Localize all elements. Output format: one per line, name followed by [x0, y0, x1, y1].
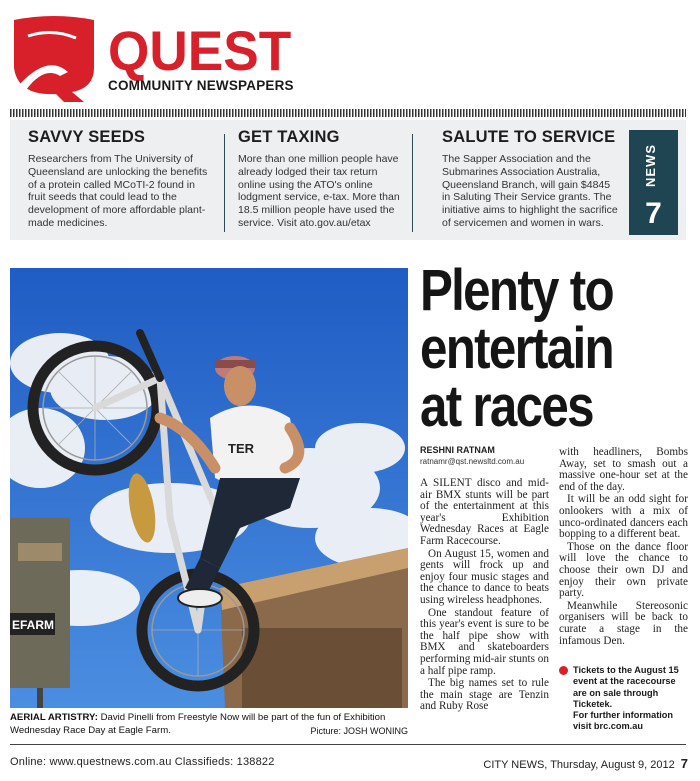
footer-dateline: CITY NEWS, Thursday, August 9, 2012 [483, 759, 675, 771]
brand-subtitle: COMMUNITY NEWSPAPERS [108, 78, 294, 93]
headline-line: at races [420, 374, 593, 439]
brief-title: SALUTE TO SERVICE [442, 128, 616, 146]
divider [224, 134, 225, 232]
more-info-text: For further information visit brc.com.au [573, 710, 674, 732]
paragraph: Meanwhile Stereosonic organisers will be back to curate a stage in the infamous Den. [559, 599, 688, 647]
headline-line: entertain [420, 316, 613, 381]
footer-page-number: 7 [680, 756, 688, 771]
footer-left: Online: www.questnews.com.au Classifieds: 138822 [10, 756, 275, 768]
footer-right [483, 756, 688, 771]
headline-line: Plenty to [420, 258, 613, 323]
byline: RESHNI RATNAM [420, 445, 495, 455]
photo-sign-text: EFARM [12, 618, 54, 632]
section-tab [629, 130, 678, 235]
story-column-2 [559, 447, 688, 648]
footer-rule [10, 744, 686, 745]
brand-name: QUEST [108, 19, 292, 82]
ruler-stripe [10, 109, 686, 117]
caption-text: David Pinelli from Freestyle Now will be part of the fun of Exhibition Wednesday Race Day at Eagle Farm. [10, 712, 386, 736]
ticket-info-text: Tickets to the August 15 event at the racecourse are on sale through Ticketek. [573, 665, 679, 709]
masthead [8, 10, 308, 102]
photo-caption [10, 712, 410, 737]
brief-savvy-seeds [28, 128, 214, 236]
bmx-photo [10, 268, 408, 708]
caption-lead: AERIAL ARTISTRY: [10, 712, 98, 723]
bmx-rider-illustration [10, 268, 408, 708]
brief-salute-to-service [442, 128, 618, 236]
paragraph: The big names set to rule the main stage are Tenzin and Ruby Rose [420, 677, 549, 713]
brief-title: GET TAXING [238, 128, 340, 146]
photo-credit: Picture: JOSH WONING [310, 725, 408, 736]
headline [420, 258, 650, 439]
brief-get-taxing [238, 128, 406, 236]
photo-shirt-text: TER [228, 441, 254, 456]
section-label: NEWS [643, 144, 658, 187]
news-briefs [10, 120, 686, 240]
paragraph: One standout feature of this year's event is sure to be the half pipe show with BMX and skateboarders performing mid-air stunts on a half pipe ramp. [420, 606, 549, 677]
brief-text: More than one million people have already lodged their tax return online using the ATO's online lodgment service, e-tax. More than 18.5 million people have used the service. Visit ato.gov.au/etax [238, 153, 400, 229]
paragraph: with headliners, Bombs Away, set to smash out a massive one-hour set at the end of the day. [559, 446, 688, 493]
paragraph: A SILENT disco and mid-air BMX stunts will be part of the entertainment at this year's Exhibition Wednesday Races at Eagle Farm Racecourse. [420, 477, 549, 547]
paragraph: Those on the dance floor will love the chance to choose their own DJ and enjoy their own private party. [559, 540, 688, 600]
divider [412, 134, 413, 232]
brief-text: The Sapper Association and the Submarines Association Australia, Queensland Branch, will gain $4845 in Saluting Their Service grants. The initiative aims to highlight the sacrifice of servicemen and women in wars. [442, 153, 618, 229]
brief-text: Researchers from The University of Queensland are unlocking the benefits of a protein called MCoTI-2 found in fruit seeds that could lead to the development of more affordable plant-made medicines. [28, 153, 208, 229]
quest-q-logo [8, 14, 100, 102]
section-page-number: 7 [645, 197, 662, 230]
paragraph: It will be an odd sight for onlookers with a mix of unco-ordinated dancers each bopping to a different beat. [559, 493, 688, 541]
author-email: ratnamr@qst.newsltd.com.au [420, 457, 525, 466]
ticket-info [559, 665, 689, 733]
bullet-icon [559, 666, 568, 675]
brief-title: SAVVY SEEDS [28, 128, 146, 146]
story-column-1 [420, 478, 549, 714]
paragraph: On August 15, women and gents will frock up and enjoy four music stages and the chance to dance to beats using wireless headphones. [420, 547, 549, 606]
